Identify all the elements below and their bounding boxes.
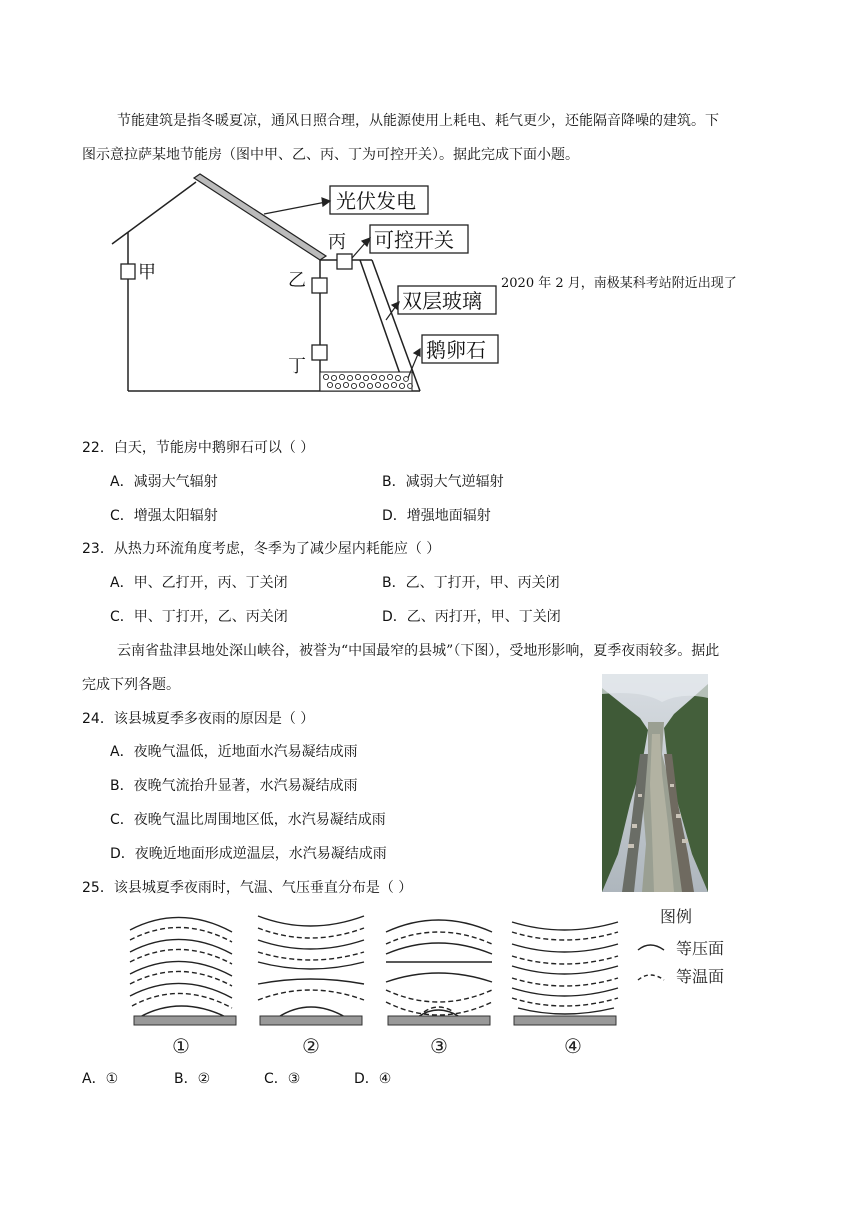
q22-option-d: D．增强地面辐射	[382, 508, 491, 524]
q23-stem: 23．从热力环流角度考虑，冬季为了减少屋内耗能应（ ）	[82, 541, 441, 557]
isobar-isotherm-diagram	[124, 902, 740, 1062]
panel-label-1: ①	[172, 1034, 190, 1058]
panel-1	[130, 917, 232, 1018]
switch-jia	[121, 264, 135, 279]
intro1-line1: 节能建筑是指冬暖夏凉，通风日照合理，从能源使用上耗电、耗气更少，还能隔音降噪的建筑。下	[117, 113, 719, 129]
legend-isotherm-symbol	[638, 975, 664, 980]
q25-option-b: B．②	[174, 1071, 211, 1087]
intro2-line2: 完成下列各题。	[82, 677, 180, 693]
label-bing: 丙	[328, 232, 346, 253]
q22-stem: 22．白天，节能房中鹅卵石可以（ ）	[82, 440, 315, 456]
label-pebble: 鹅卵石	[426, 338, 486, 362]
label-glass: 双层玻璃	[402, 289, 482, 313]
q23-option-c: C．甲、丁打开，乙、丙关闭	[110, 609, 288, 625]
q24-option-a: A．夜晚气温低，近地面水汽易凝结成雨	[110, 744, 358, 760]
q24-option-b: B．夜晚气流抬升显著，水汽易凝结成雨	[110, 778, 358, 794]
switch-ding	[312, 345, 327, 360]
q24-stem: 24．该县城夏季多夜雨的原因是（ ）	[82, 711, 315, 727]
legend-isotherm-label: 等温面	[676, 967, 725, 986]
label-jia: 甲	[138, 262, 156, 283]
intro1-line2: 图示意拉萨某地节能房（图中甲、乙、丙、丁为可控开关）。据此完成下面小题。	[82, 147, 579, 163]
legend-title: 图例	[660, 907, 693, 926]
pebble-layer	[320, 372, 412, 391]
canyon-town-photo	[602, 674, 708, 892]
panel-label-2: ②	[302, 1034, 320, 1058]
label-ding: 丁	[288, 356, 306, 377]
panel-4	[512, 922, 618, 1014]
q23-option-a: A．甲、乙打开，丙、丁关闭	[110, 575, 288, 591]
switch-bing	[337, 254, 352, 269]
energy-saving-house-diagram	[108, 172, 500, 398]
label-pv: 光伏发电	[336, 189, 416, 213]
q25-option-c: C．③	[264, 1071, 301, 1087]
legend-isobar-label: 等压面	[676, 939, 725, 958]
q22-option-b: B．减弱大气逆辐射	[382, 474, 504, 490]
panel-3	[386, 920, 492, 1020]
switch-yi	[312, 278, 327, 293]
q25-stem: 25．该县城夏季夜雨时，气温、气压垂直分布是（ ）	[82, 880, 413, 896]
label-switch: 可控开关	[374, 228, 454, 252]
label-yi: 乙	[288, 270, 306, 291]
q25-option-a: A．①	[82, 1071, 119, 1087]
panel-label-3: ③	[430, 1034, 448, 1058]
q22-option-a: A．减弱大气辐射	[110, 474, 218, 490]
panel-2	[258, 916, 364, 1020]
panel-label-4: ④	[564, 1034, 582, 1058]
q24-option-c: C．夜晚气温比周围地区低，水汽易凝结成雨	[110, 812, 386, 828]
q22-option-c: C．增强太阳辐射	[110, 508, 218, 524]
q24-option-d: D．夜晚近地面形成逆温层，水汽易凝结成雨	[110, 846, 387, 862]
intro2-line1: 云南省盐津县地处深山峡谷，被誉为“中国最窄的县城”（下图），受地形影响，夏季夜雨较多。据此	[117, 643, 720, 659]
q25-option-d: D．④	[354, 1071, 392, 1087]
q23-option-b: B．乙、丁打开，甲、丙关闭	[382, 575, 560, 591]
legend-isobar-symbol	[638, 945, 664, 950]
q23-option-d: D．乙、丙打开，甲、丁关闭	[382, 609, 561, 625]
stray-text: 2020 年 2 月，南极某科考站附近出现了	[501, 276, 737, 291]
